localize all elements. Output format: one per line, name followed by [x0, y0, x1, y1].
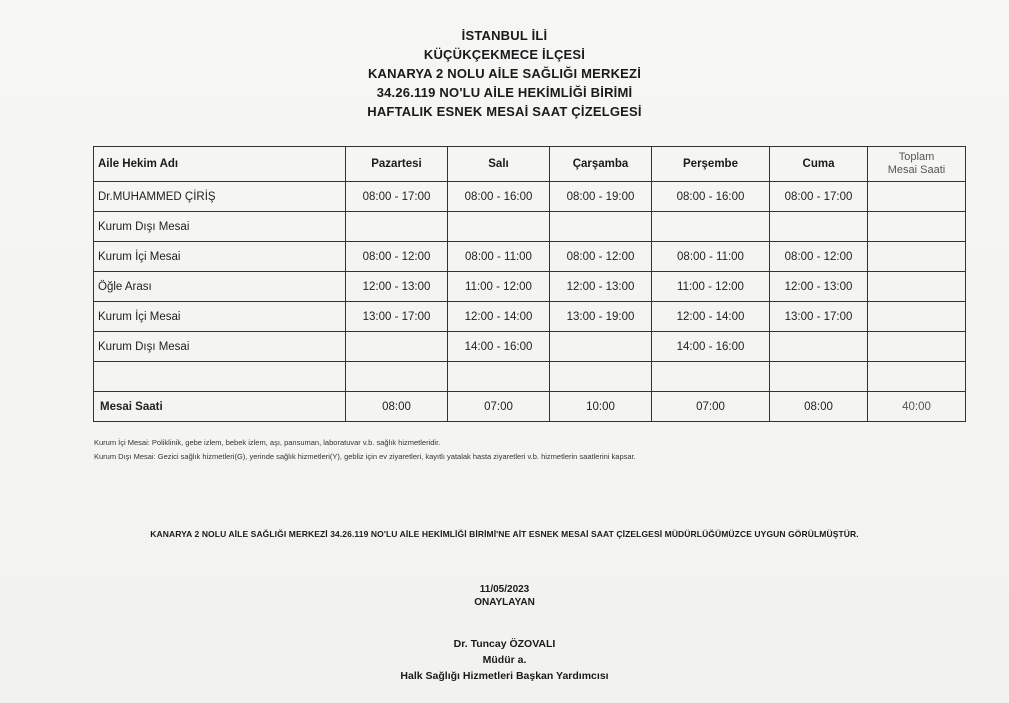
header-unit: 34.26.119 NO'LU AİLE HEKİMLİĞİ BİRİMİ	[376, 85, 633, 100]
signatory-block	[0, 636, 1009, 684]
table-header-row	[94, 147, 966, 182]
header-province: İSTANBUL İLİ	[461, 28, 548, 43]
cell-friday	[770, 362, 868, 392]
row-label: Kurum Dışı Mesai	[94, 332, 346, 362]
cell-total	[868, 182, 966, 212]
approval-date: 11/05/2023	[479, 584, 530, 595]
signatory-title: Halk Sağlığı Hizmetleri Başkan Yardımcısı	[400, 670, 609, 682]
approval-statement: KANARYA 2 NOLU AİLE SAĞLIĞI MERKEZİ 34.26.119 NO'LU AİLE HEKİMLİĞİ BİRİMİ'NE AİT ESNEK MESAİ SAAT ÇİZELGESİ MÜDÜRLÜĞÜMÜZCE UYGUN GÖRÜLMÜŞTÜR.	[150, 529, 859, 539]
cell-monday: 08:00 - 12:00	[346, 242, 448, 272]
cell-tuesday	[448, 212, 550, 242]
cell-total	[868, 212, 966, 242]
approver-label: ONAYLAYAN	[474, 597, 535, 608]
col-header-total-line2: Mesai Saati	[887, 164, 946, 176]
table-row	[94, 332, 966, 362]
cell-tuesday: 08:00 - 11:00	[448, 242, 550, 272]
cell-friday: 08:00 - 12:00	[770, 242, 868, 272]
note-internal-hours: Kurum İçi Mesai: Poliklinik, gebe izlem, bebek izlem, aşı, pansuman, laboratuvar v.b. sağlık hizmetleridir.	[94, 438, 441, 447]
cell-monday: 13:00 - 17:00	[346, 302, 448, 332]
cell-wednesday: 12:00 - 13:00	[550, 272, 652, 302]
footer-friday: 08:00	[770, 392, 868, 422]
cell-total	[868, 272, 966, 302]
table-row	[94, 182, 966, 212]
footer-label: Mesai Saati	[94, 392, 346, 422]
cell-total	[868, 362, 966, 392]
cell-tuesday: 12:00 - 14:00	[448, 302, 550, 332]
table-row	[94, 212, 966, 242]
cell-friday	[770, 332, 868, 362]
footer-monday: 08:00	[346, 392, 448, 422]
cell-monday	[346, 362, 448, 392]
cell-thursday	[652, 362, 770, 392]
header-schedule-title: HAFTALIK ESNEK MESAİ SAAT ÇİZELGESİ	[367, 104, 642, 119]
table-row	[94, 242, 966, 272]
col-header-wednesday: Çarşamba	[550, 147, 652, 182]
cell-total	[868, 332, 966, 362]
col-header-total	[868, 147, 966, 182]
cell-friday: 13:00 - 17:00	[770, 302, 868, 332]
table-row	[94, 362, 966, 392]
cell-monday	[346, 332, 448, 362]
cell-thursday: 12:00 - 14:00	[652, 302, 770, 332]
definitions-notes	[94, 436, 974, 464]
cell-tuesday: 11:00 - 12:00	[448, 272, 550, 302]
table-row	[94, 302, 966, 332]
note-external-hours: Kurum Dışı Mesai: Gezici sağlık hizmetleri(G), yerinde sağlık hizmetleri(Y), gebliz için ev ziyaretleri, kayıtlı yatalak hasta ziyaretleri v.b. hizmetlerin saatlerini kapsar.	[94, 452, 636, 461]
col-header-name: Aile Hekim Adı	[94, 147, 346, 182]
col-header-tuesday: Salı	[448, 147, 550, 182]
cell-monday: 12:00 - 13:00	[346, 272, 448, 302]
cell-monday: 08:00 - 17:00	[346, 182, 448, 212]
header-health-center: KANARYA 2 NOLU AİLE SAĞLIĞI MERKEZİ	[367, 66, 642, 81]
col-header-monday: Pazartesi	[346, 147, 448, 182]
footer-total: 40:00	[868, 392, 966, 422]
cell-thursday: 08:00 - 16:00	[652, 182, 770, 212]
cell-friday: 12:00 - 13:00	[770, 272, 868, 302]
row-label: Dr.MUHAMMED ÇİRİŞ	[94, 182, 346, 212]
row-label	[94, 362, 346, 392]
cell-thursday: 08:00 - 11:00	[652, 242, 770, 272]
cell-tuesday	[448, 362, 550, 392]
cell-monday	[346, 212, 448, 242]
col-header-thursday: Perşembe	[652, 147, 770, 182]
cell-wednesday	[550, 332, 652, 362]
footer-tuesday: 07:00	[448, 392, 550, 422]
cell-wednesday	[550, 212, 652, 242]
header-district: KÜÇÜKÇEKMECE İLÇESİ	[423, 47, 586, 62]
cell-thursday: 14:00 - 16:00	[652, 332, 770, 362]
footer-wednesday: 10:00	[550, 392, 652, 422]
cell-total	[868, 242, 966, 272]
cell-tuesday: 14:00 - 16:00	[448, 332, 550, 362]
cell-tuesday: 08:00 - 16:00	[448, 182, 550, 212]
table-footer-row	[94, 392, 966, 422]
table-row	[94, 272, 966, 302]
schedule-table	[93, 146, 966, 422]
document-header	[0, 26, 1009, 121]
row-label: Kurum Dışı Mesai	[94, 212, 346, 242]
col-header-friday: Cuma	[770, 147, 868, 182]
cell-wednesday: 08:00 - 19:00	[550, 182, 652, 212]
signatory-name: Dr. Tuncay ÖZOVALI	[453, 638, 556, 650]
row-label: Kurum İçi Mesai	[94, 302, 346, 332]
cell-thursday	[652, 212, 770, 242]
approval-date-block	[0, 583, 1009, 609]
col-header-total-line1: Toplam	[898, 151, 935, 163]
footer-thursday: 07:00	[652, 392, 770, 422]
row-label: Kurum İçi Mesai	[94, 242, 346, 272]
row-label: Öğle Arası	[94, 272, 346, 302]
signatory-role: Müdür a.	[482, 654, 527, 666]
cell-friday	[770, 212, 868, 242]
cell-wednesday: 08:00 - 12:00	[550, 242, 652, 272]
cell-wednesday: 13:00 - 19:00	[550, 302, 652, 332]
cell-wednesday	[550, 362, 652, 392]
cell-thursday: 11:00 - 12:00	[652, 272, 770, 302]
cell-friday: 08:00 - 17:00	[770, 182, 868, 212]
cell-total	[868, 302, 966, 332]
